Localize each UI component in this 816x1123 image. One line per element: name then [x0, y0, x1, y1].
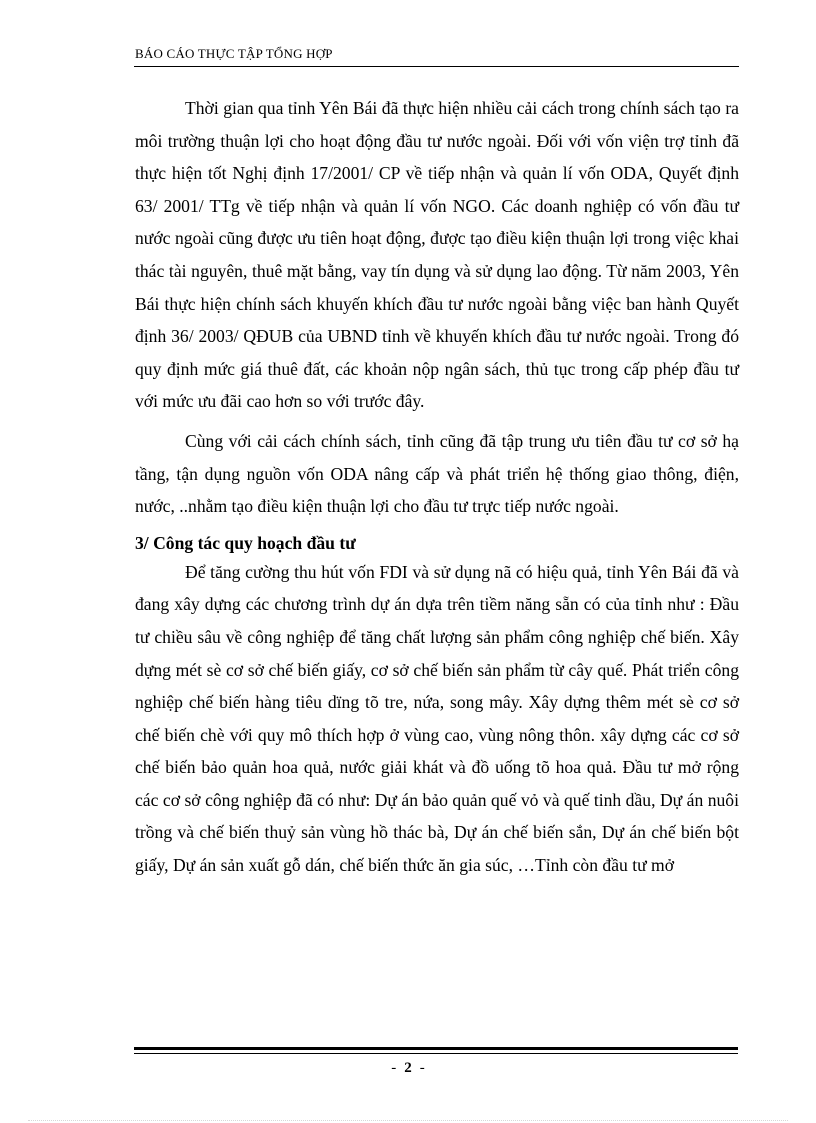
body-paragraph: Để tăng cường thu hút vốn FDI và sử dụng nã có hiệu quả, tỉnh Yên Bái đã và đang xây dựng các chương trình dự án dựa trên tiềm năng sẵn có của tỉnh như : Đầu tư chiều sâu về công nghiệp để tăng chất lượng sản phẩm công nghiệp chế biến. Xây dựng mét sè cơ sở chế biến giấy, cơ sở chế biến sản phẩm từ cây quế. Phát triển công nghiệp chế biến hàng tiêu dïng tõ tre, nứa, song mây. Xây dựng thêm mét sè cơ sở chế biến chè với quy mô thích hợp ở vùng cao, vùng nông thôn. xây dựng các cơ sở chế biến bảo quản hoa quả, nước giải khát và đồ uống tõ hoa quả. Đầu tư mở rộng các cơ sở công nghiệp đã có như: Dự án bảo quản quế vỏ và quế tinh dầu, Dự án nuôi trồng và chế biến thuỷ sản vùng hồ thác bà, Dự án chế biến sắn, Dự án chế biến bột giấy, Dự án sản xuất gỗ dán, chế biến thức ăn gia súc, …Tỉnh còn đầu tư mở [135, 561, 739, 876]
header-rule [134, 66, 739, 67]
footer-rule-thin [134, 1053, 738, 1054]
page-number-dash-left: - [391, 1060, 397, 1076]
document-body [135, 92, 739, 882]
body-paragraph: Cùng với cải cách chính sách, tỉnh cũng đã tập trung ưu tiên đầu tư cơ sở hạ tầng, tận dụng nguồn vốn ODA nâng cấp và phát triển hệ thống giao thông, điện, nước, ..nhằm tạo điều kiện thuận lợi cho đầu tư trực tiếp nước ngoài. [135, 430, 739, 517]
section-heading: 3/ Công tác quy hoạch đầu tư [135, 532, 356, 553]
page-bottom-border [28, 1120, 788, 1121]
page-number-dash-right: - [419, 1060, 425, 1076]
running-header: BÁO CÁO THỰC TẬP TỔNG HỢP [135, 46, 333, 61]
page-number-value: 2 [404, 1060, 412, 1076]
footer-rule-thick [134, 1047, 738, 1050]
body-paragraph: Thời gian qua tỉnh Yên Bái đã thực hiện nhiều cải cách trong chính sách tạo ra môi trường thuận lợi cho hoạt động đầu tư nước ngoài. Đối với vốn viện trợ tỉnh đã thực hiện tốt Nghị định 17/2001/ CP về tiếp nhận và quản lí vốn ODA, Quyết định 63/ 2001/ TTg về tiếp nhận và quản lí vốn NGO. Các doanh nghiệp có vốn đầu tư nước ngoài cũng được ưu tiên hoạt động, được tạo điều kiện thuận lợi trong việc khai thác tài nguyên, thuê mặt bằng, vay tín dụng và sử dụng lao động. Từ năm 2003, Yên Bái thực hiện chính sách khuyến khích đầu tư nước ngoài bằng việc ban hành Quyết định 36/ 2003/ QĐUB của UBND tỉnh về khuyến khích đầu tư nước ngoài. Trong đó quy định mức giá thuê đất, các khoản nộp ngân sách, thủ tục trong cấp phép đầu tư với mức ưu đãi cao hơn so với trước đây. [135, 98, 739, 412]
page-number [0, 1058, 816, 1078]
